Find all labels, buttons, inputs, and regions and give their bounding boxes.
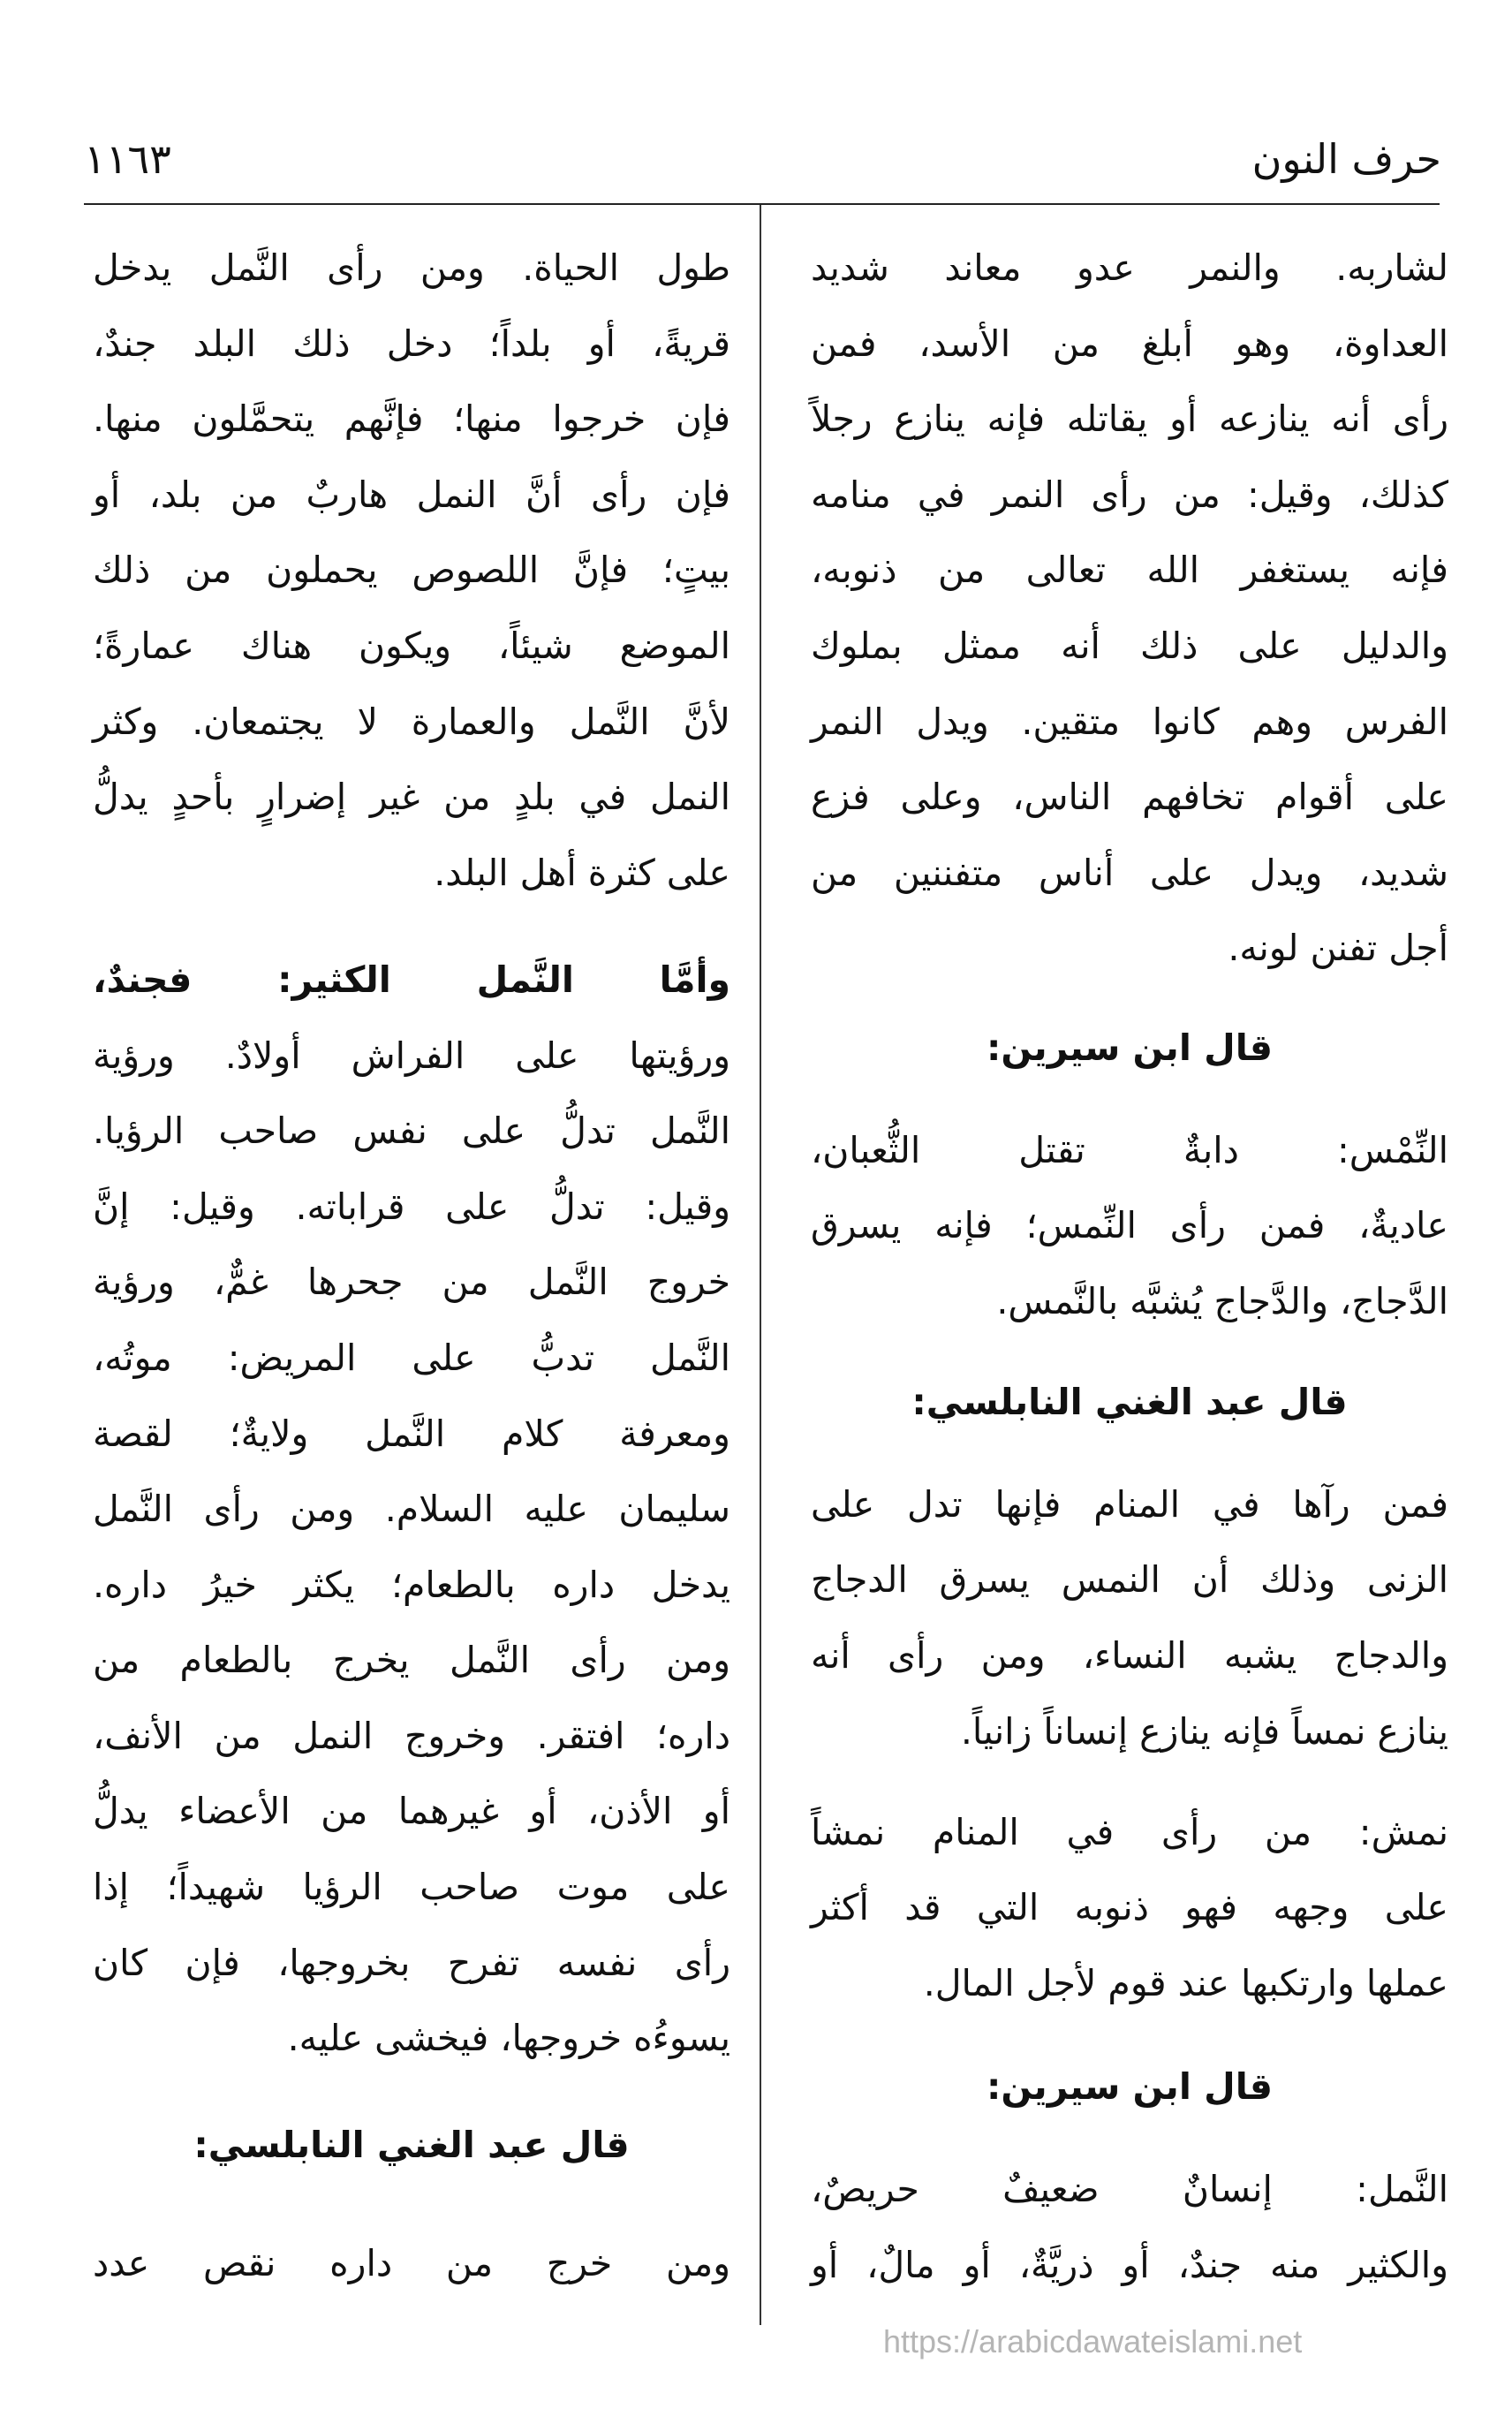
text-line: يسوءُه خروجها، فيخشى عليه. — [287, 2017, 730, 2059]
section-heading: قال عبد الغني النابلسي: — [911, 1381, 1348, 1423]
text-line: فإنه يستغفر الله تعالى من ذنوبه، — [811, 549, 1448, 591]
text-line: نمش: من رأى في المنام نمشاً — [811, 1811, 1448, 1853]
text-line: كذلك، وقيل: من رأى النمر في منامه — [811, 473, 1448, 516]
page-number: ١١٦٣ — [84, 135, 171, 183]
text-line: قريةً، أو بلداً؛ دخل ذلك البلد جندٌ، — [93, 322, 730, 365]
text-line: ومعرفة كلام النَّمل ولايةٌ؛ لقصة — [93, 1413, 730, 1455]
text-line: يدخل داره بالطعام؛ يكثر خيرُ داره. — [93, 1564, 730, 1606]
text-line: الفرس وهم كانوا متقين. ويدل النمر — [811, 701, 1448, 743]
text-line: خروج النَّمل من جحرها غمٌّ، ورؤية — [93, 1261, 730, 1303]
text-line: أجل تفنن لونه. — [1228, 927, 1448, 969]
text-line: والدليل على ذلك أنه ممثل بملوك — [811, 625, 1448, 667]
text-line: فمن رآها في المنام فإنها تدل على — [811, 1483, 1448, 1526]
text-line: النَّمل تدبُّ على المريض: موتُه، — [93, 1337, 730, 1379]
text-line: عملها وارتكبها عند قوم لأجل المال. — [923, 1962, 1448, 2004]
text-line: لأنَّ النَّمل والعمارة لا يجتمعان. وكثر — [93, 701, 730, 743]
text-line: ينازع نمساً فإنه ينازع إنساناً زانياً. — [960, 1710, 1448, 1753]
text-line: على وجهه فهو ذنوبه التي قد أكثر — [811, 1886, 1448, 1928]
text-line: على أقوام تخافهم الناس، وعلى فزع — [811, 776, 1448, 818]
text-line: طول الحياة. ومن رأى النَّمل يدخل — [93, 246, 730, 289]
text-line: ومن رأى النَّمل يخرج بالطعام من — [93, 1639, 730, 1681]
text-line: وقيل: تدلُّ على قراباته. وقيل: إنَّ — [93, 1185, 730, 1228]
right-column — [811, 0, 1448, 2424]
text-line: ورؤيتها على الفراش أولادٌ. ورؤية — [93, 1034, 730, 1077]
column-divider — [760, 205, 761, 2325]
text-line: داره؛ افتقر. وخروج النمل من الأنف، — [93, 1715, 730, 1757]
text-line: لشاربه. والنمر عدو معاند شديد — [811, 246, 1448, 289]
watermark-url: https://arabicdawateislami.net — [883, 2323, 1303, 2360]
section-heading: قال عبد الغني النابلسي: — [193, 2124, 630, 2166]
text-line: النمل في بلدٍ من غير إضرارٍ بأحدٍ يدلُّ — [93, 776, 730, 818]
text-line: الزنى وذلك أن النمس يسرق الدجاج — [811, 1558, 1448, 1601]
section-heading: قال ابن سيرين: — [987, 1026, 1273, 1069]
text-line: النَّمل: إنسانٌ ضعيفٌ حريصٌ، — [811, 2168, 1448, 2210]
text-line: شديد، ويدل على أناس متفننين من — [811, 852, 1448, 894]
text-line: العداوة، وهو أبلغ من الأسد، فمن — [811, 322, 1448, 365]
text-line: النَّمل تدلُّ على نفس صاحب الرؤيا. — [93, 1110, 730, 1152]
text-line: على كثرة أهل البلد. — [434, 852, 730, 894]
text-line: فإن خرجوا منها؛ فإنَّهم يتحمَّلون منها. — [93, 398, 730, 440]
text-line: رأى أنه ينازعه أو يقاتله فإنه ينازع رجلاً — [811, 398, 1448, 440]
text-line: والدجاج يشبه النساء، ومن رأى أنه — [811, 1634, 1448, 1677]
running-title: حرف النون — [1251, 135, 1441, 183]
text-line: رأى نفسه تفرح بخروجها، فإن كان — [93, 1942, 730, 1984]
left-column — [93, 0, 730, 2424]
text-line: وأمَّا النَّمل الكثير: فجندٌ، — [93, 958, 730, 1001]
text-line: والكثير منه جندٌ، أو ذريَّةٌ، أو مالٌ، أو — [811, 2244, 1448, 2286]
text-line: ومن خرج من داره نقص عدد — [93, 2242, 730, 2284]
text-line: الدَّجاج، والدَّجاج يُشبَّه بالنَّمس. — [996, 1280, 1448, 1322]
text-line: أو الأذن، أو غيرهما من الأعضاء يدلُّ — [93, 1790, 730, 1832]
text-line: الموضع شيئاً، ويكون هناك عمارةً؛ — [93, 625, 730, 667]
text-line: عاديةٌ، فمن رأى النِّمس؛ فإنه يسرق — [811, 1204, 1448, 1246]
text-line: على موت صاحب الرؤيا شهيداً؛ إذا — [93, 1866, 730, 1908]
text-line: فإن رأى أنَّ النمل هاربٌ من بلد، أو — [93, 473, 730, 516]
text-line: بيتٍ؛ فإنَّ اللصوص يحملون من ذلك — [93, 549, 730, 591]
text-line: النِّمْس: دابةٌ تقتل الثُّعبان، — [811, 1129, 1448, 1171]
text-line: سليمان عليه السلام. ومن رأى النَّمل — [93, 1488, 730, 1530]
section-heading: قال ابن سيرين: — [987, 2065, 1273, 2108]
